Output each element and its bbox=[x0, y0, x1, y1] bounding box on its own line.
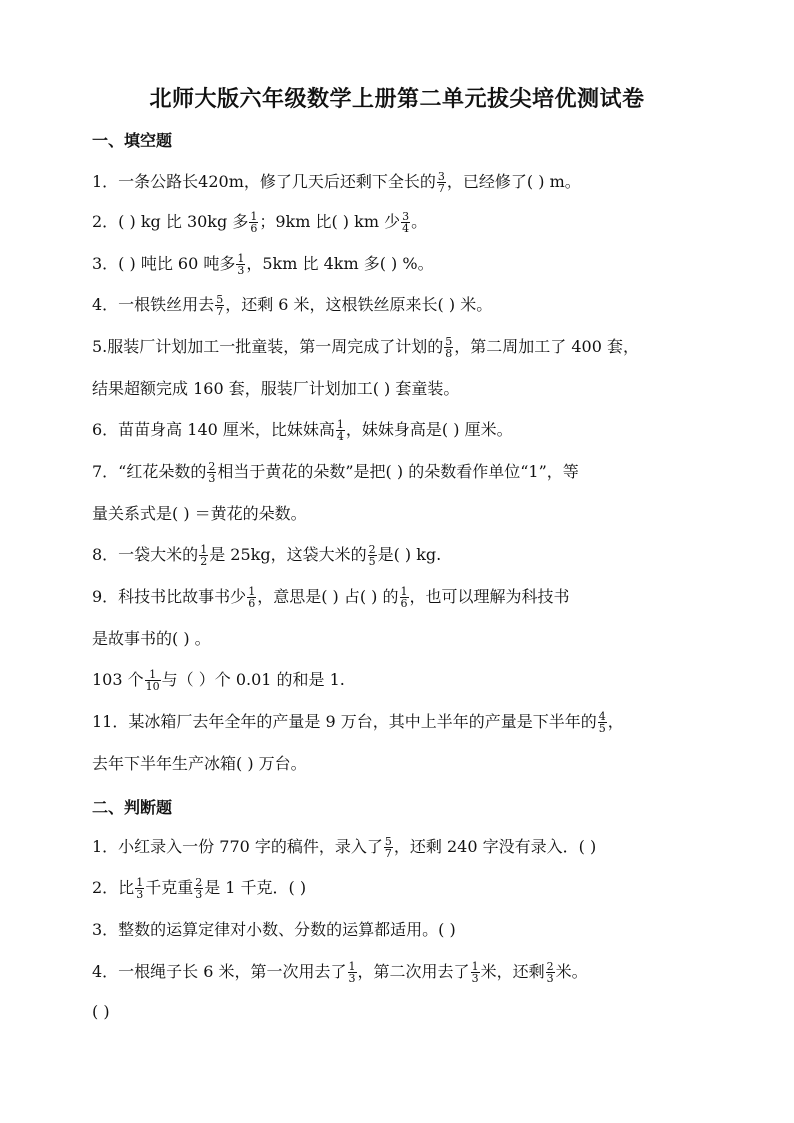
fill-question-11-cont: 去年下半年生产冰箱( ) 万台。 bbox=[92, 754, 307, 773]
fraction: $\frac{1}{6}$ bbox=[250, 210, 258, 235]
fraction: $\frac{1}{4}$ bbox=[336, 418, 344, 443]
judge-question-1: 1．小红录入一份 770 字的稿件，录入了 $\frac{5}{7}$ ，还剩 240 字没有录入．( ) bbox=[92, 835, 597, 860]
fraction: $\frac{1}{3}$ bbox=[237, 252, 245, 277]
fill-question-5: 5.服装厂计划加工一批童装，第一周完成了计划的 $\frac{5}{8}$ ，第二周加工了 400 套， bbox=[92, 335, 639, 360]
fraction: $\frac{1}{2}$ bbox=[200, 543, 208, 568]
fraction: $\frac{1}{10}$ bbox=[145, 668, 160, 693]
section-heading-fill: 一、填空题 bbox=[92, 131, 173, 150]
judge-question-3: 3．整数的运算定律对小数、分数的运算都适用。( ) bbox=[92, 920, 456, 939]
fraction: $\frac{2}{3}$ bbox=[208, 460, 216, 485]
fraction: $\frac{2}{3}$ bbox=[546, 960, 554, 985]
fill-question-9: 9．科技书比故事书少 $\frac{1}{6}$ ，意思是( ) 占( ) 的 $\frac{1}{6}$ ，也可以理解为科技书 bbox=[92, 585, 570, 610]
judge-question-2: 2．比 $\frac{1}{3}$ 千克重 $\frac{2}{3}$ 是 1 千克．( ) bbox=[92, 876, 307, 901]
fraction: $\frac{5}{8}$ bbox=[445, 335, 453, 360]
fraction: $\frac{2}{3}$ bbox=[195, 876, 203, 901]
fraction: $\frac{1}{3}$ bbox=[136, 876, 144, 901]
fraction: $\frac{1}{3}$ bbox=[348, 960, 356, 985]
judge-question-4: 4．一根绳子长 6 米，第一次用去了 $\frac{1}{3}$ ，第二次用去了 $\frac{1}{3}$ 米，还剩 $\frac{2}{3}$ 米。 bbox=[92, 960, 588, 985]
fraction: $\frac{1}{6}$ bbox=[400, 585, 408, 610]
fraction: $\frac{4}{5}$ bbox=[598, 710, 606, 735]
fraction: $\frac{1}{3}$ bbox=[471, 960, 479, 985]
fill-question-9-cont: 是故事书的( ) 。 bbox=[92, 629, 211, 648]
section-heading-judge: 二、判断题 bbox=[92, 798, 173, 817]
fill-question-7-cont: 量关系式是( ) ＝黄花的朵数。 bbox=[92, 504, 307, 523]
fill-question-3: 3．( ) 吨比 60 吨多 $\frac{1}{3}$ ，5km 比 4km 多( ) %。 bbox=[92, 252, 434, 277]
fill-question-2: 2．( ) kg 比 30kg 多 $\frac{1}{6}$ ；9km 比( ) km 少 $\frac{3}{4}$ 。 bbox=[92, 210, 428, 235]
fraction: $\frac{3}{4}$ bbox=[402, 210, 410, 235]
fill-question-1: 1．一条公路长420m，修了几天后还剩下全长的 $\frac{3}{7}$ ，已经修了( ) m。 bbox=[92, 170, 581, 195]
fraction: $\frac{3}{7}$ bbox=[437, 170, 445, 195]
fraction: $\frac{1}{6}$ bbox=[248, 585, 256, 610]
fraction: $\frac{2}{5}$ bbox=[368, 543, 376, 568]
fill-question-10: 103 个 $\frac{1}{10}$ 与（ ）个 0.01 的和是 1. bbox=[92, 668, 345, 693]
fill-question-11: 11．某冰箱厂去年全年的产量是 9 万台，其中上半年的产量是下半年的 $\frac{4}{5}$ ， bbox=[92, 710, 624, 735]
fraction: $\frac{5}{7}$ bbox=[216, 293, 224, 318]
fraction: $\frac{5}{7}$ bbox=[384, 835, 392, 860]
fill-question-8: 8．一袋大米的 $\frac{1}{2}$ 是 25kg，这袋大米的 $\frac{2}{5}$ 是( ) kg. bbox=[92, 543, 442, 568]
judge-question-4-answer-blank: ( ) bbox=[92, 1002, 110, 1021]
page-title: 北师大版六年级数学上册第二单元拔尖培优测试卷 bbox=[149, 86, 645, 112]
fill-question-6: 6．苗苗身高 140 厘米，比妹妹高 $\frac{1}{4}$ ，妹妹身高是( ) 厘米。 bbox=[92, 418, 513, 443]
fill-question-7: 7．“红花朵数的 $\frac{2}{3}$ 相当于黄花的朵数”是把( ) 的朵数看作单位“1”，等 bbox=[92, 460, 579, 485]
fill-question-5-cont: 结果超额完成 160 套，服装厂计划加工( ) 套童装。 bbox=[92, 379, 460, 398]
fill-question-4: 4．一根铁丝用去 $\frac{5}{7}$ ，还剩 6 米，这根铁丝原来长( ) 米。 bbox=[92, 293, 493, 318]
